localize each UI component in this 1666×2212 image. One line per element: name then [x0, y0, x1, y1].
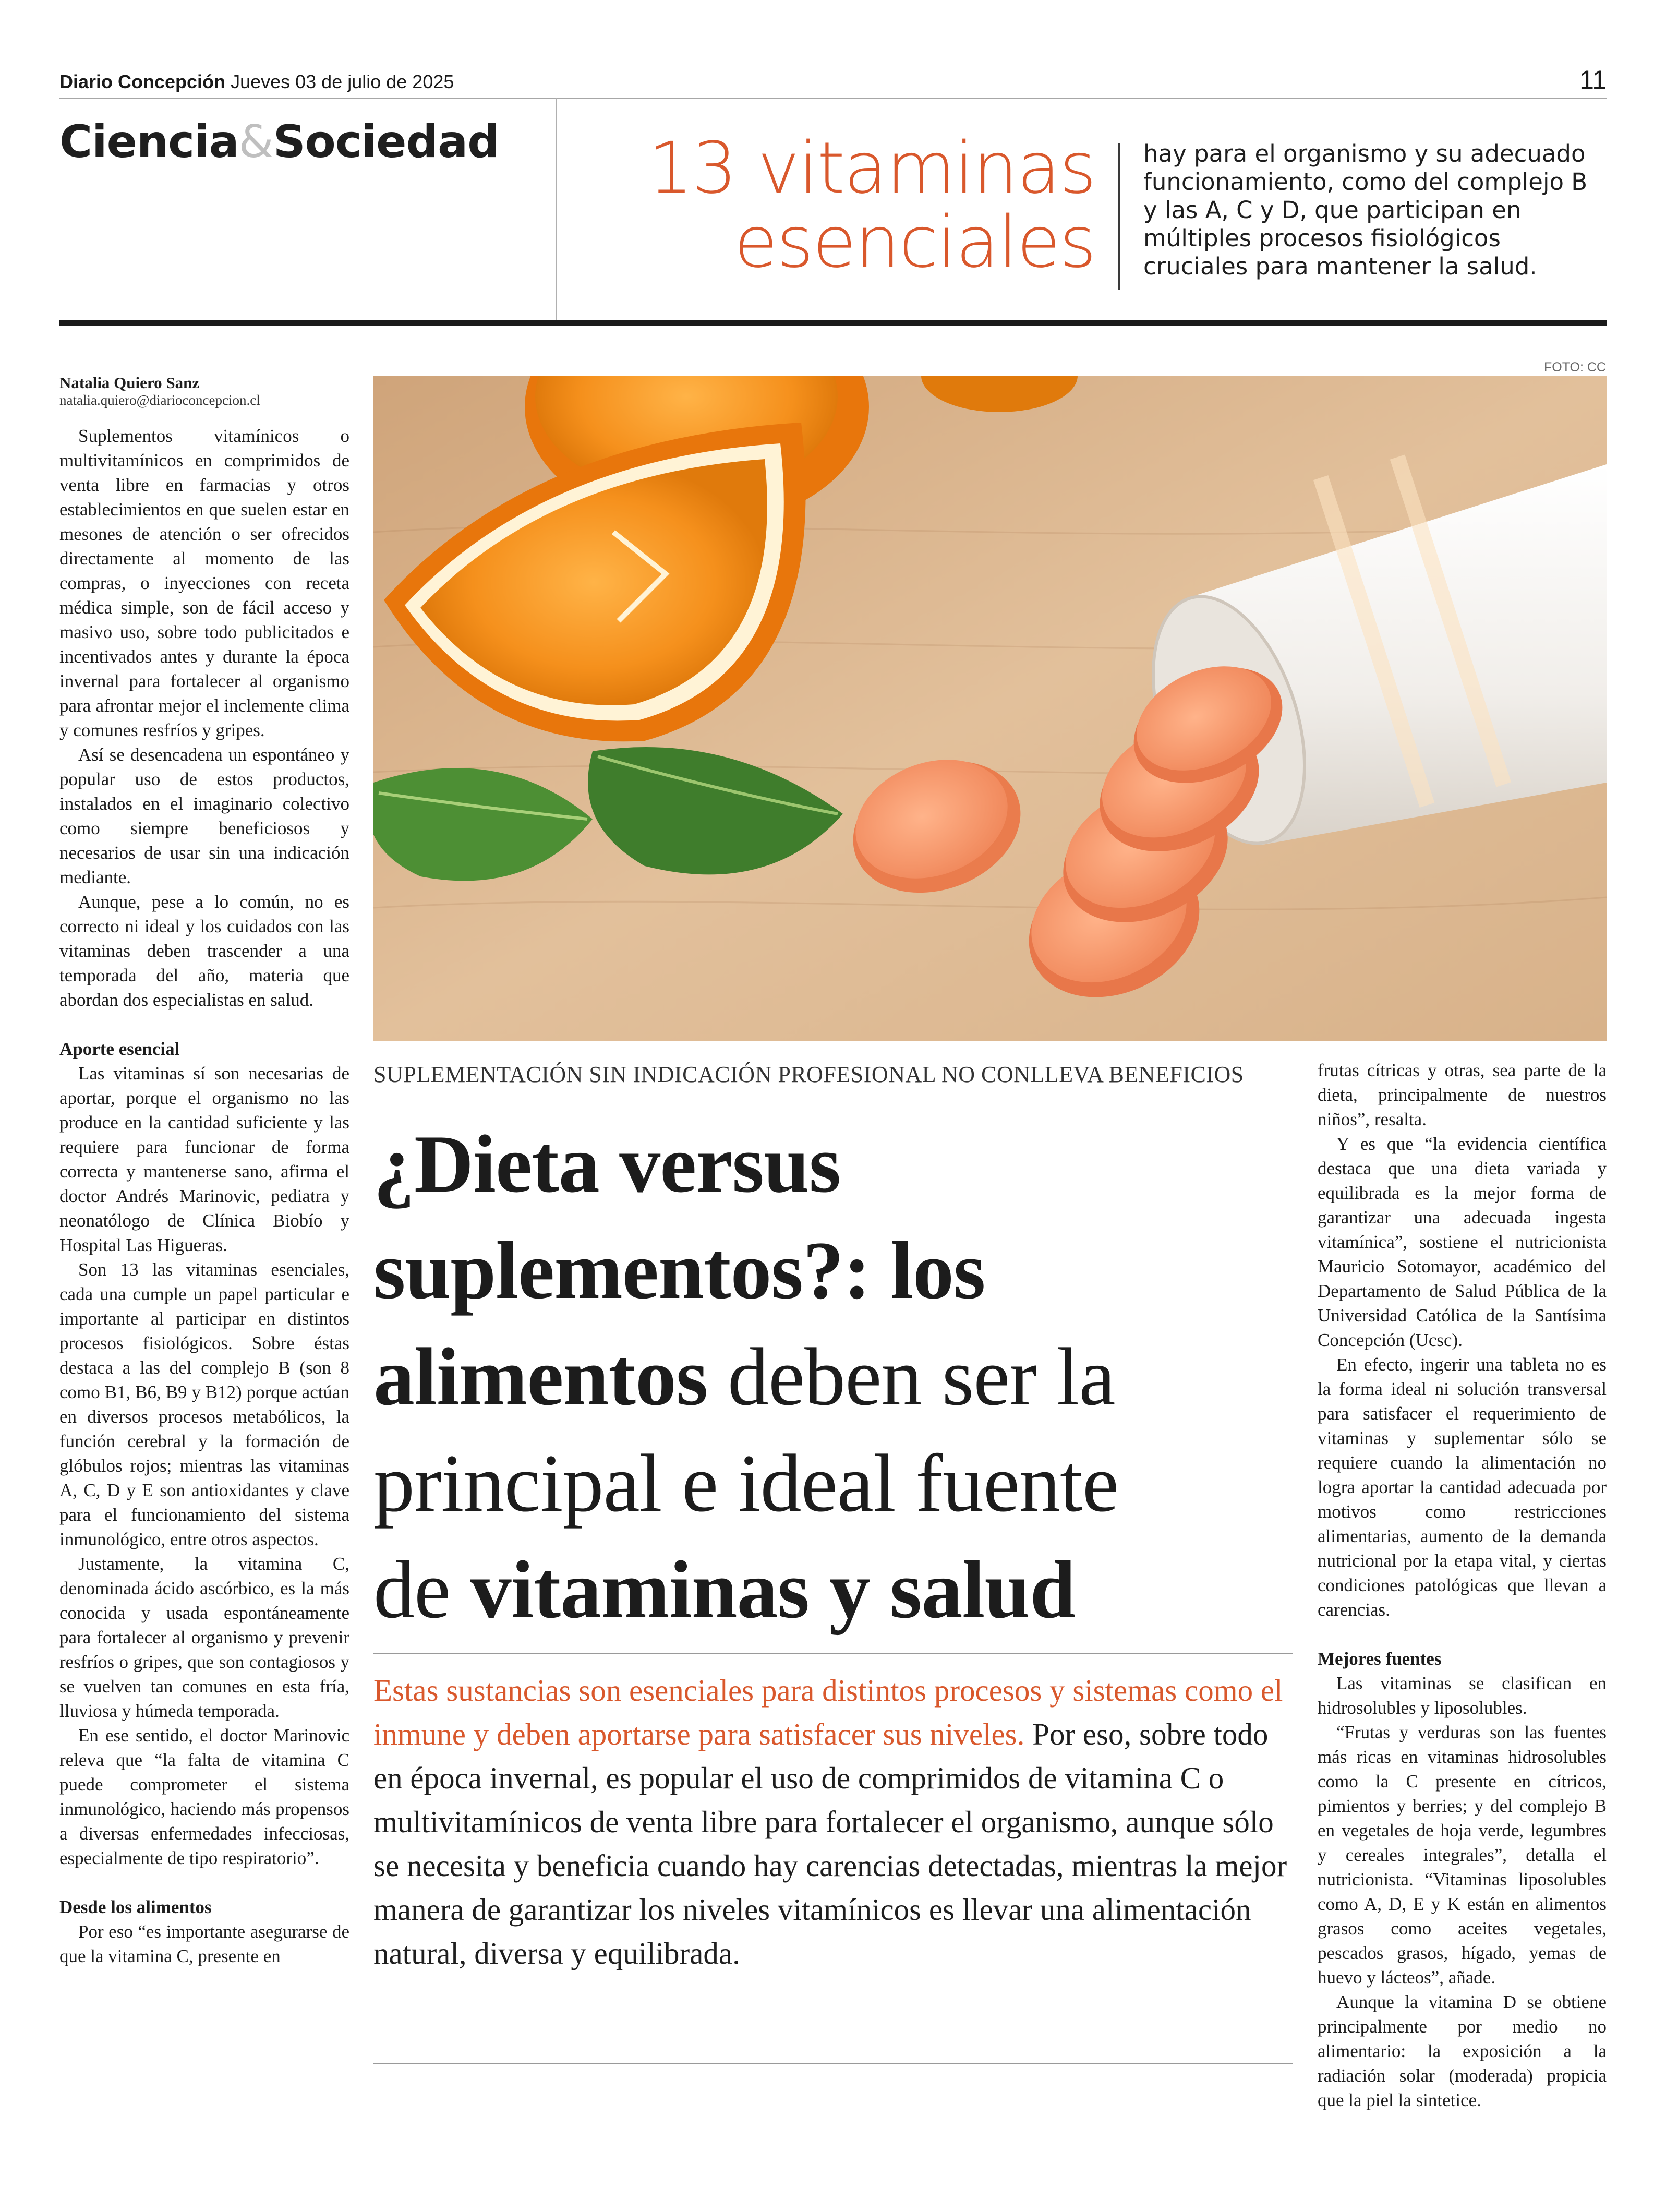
paragraph-spacer — [1318, 1622, 1607, 1646]
body-paragraph: Así se desencadena un espontáneo y popular uso de estos productos, instalados en el imaginario colectivo como siempre beneficiosos y necesarios de usar sin una indicación mediante. — [59, 744, 349, 887]
body-paragraph: En efecto, ingerir una tableta no es la forma ideal ni solución transversal para satisfacer el requerimiento de vitaminas y suplementar sólo se requiere cuando la alimentación no logra aportar la cantidad adecuada por motivos como restricciones alimentarias, aumento de la demanda nutricional por la etapa vital, y ciertas condiciones patológicas que llevan a carencias. — [1318, 1354, 1607, 1620]
body-paragraph: Y es que “la evidencia científica destaca que una dieta variada y equilibrada es la mejor forma de garantizar una adecuada ingesta vitamínica”, sostiene el nutricionista Mauricio Sotomayor, académico del Departamento de Salud Pública de la Universidad Católica de la Santísima Concepción (Ucsc). — [1318, 1134, 1607, 1350]
byline — [59, 374, 352, 408]
subheading: Aporte esencial — [59, 1039, 180, 1059]
header-rule — [59, 320, 1607, 326]
subheading: Desde los alimentos — [59, 1897, 212, 1917]
body-paragraph: Las vitaminas sí son necesarias de aportar, porque el organismo no las produce en la cantidad suficiente y las requiere para funcionar de forma correcta y mantenerse sano, afirma el doctor Andrés Marinovic, pediatra y neonatólogo de Clínica Biobío y Hospital Las Higueras. — [59, 1063, 349, 1255]
teaser-title — [574, 127, 1095, 284]
section-title-part1: Ciencia — [59, 116, 239, 168]
teaser-title-line2: esenciales — [734, 201, 1095, 284]
lead-rule-top — [373, 1653, 1293, 1654]
body-paragraph: frutas cítricas y otras, sea parte de la dieta, principalmente de nuestros niños”, resalta. — [1318, 1060, 1607, 1129]
headline-regular: deben ser la — [707, 1331, 1115, 1423]
lead-body: Por eso, sobre todo en época invernal, es popular el uso de comprimidos de vitamina C o multivitamínicos de venta libre para fortalecer el organismo, aunque sólo se necesita y beneficia cuando hay carencias detectadas, mientras la mejor manera de garantizar los niveles vitamínicos es llevar una alimentación natural, diversa y equilibrada. — [373, 1717, 1287, 1970]
headline — [373, 1111, 1302, 1643]
body-paragraph: Aunque la vitamina D se obtiene principalmente por medio no alimentario: la exposición a la radiación solar (moderada) propicia que la piel la sintetice. — [1318, 1992, 1607, 2110]
author-name: Natalia Quiero Sanz — [59, 374, 200, 392]
headline-line — [373, 1537, 1302, 1643]
teaser-title-line1: 13 vitaminas — [648, 127, 1095, 210]
photo-credit: FOTO: CC — [1544, 360, 1606, 375]
publication-line — [59, 71, 454, 93]
body-paragraph: Las vitaminas se clasifican en hidrosolubles y liposolubles. — [1318, 1673, 1607, 1718]
orange-and-tablets-illustration — [373, 376, 1607, 1041]
section-title-part2: Sociedad — [273, 116, 499, 168]
body-paragraph: “Frutas y verduras son las fuentes más ricas en vitaminas hidrosolubles como la C presente en cítricos, pimientos y berries; y del complejo B en vegetales de hoja verde, legumbres y cereales integrales”, detalla el nutricionista. “Vitaminas liposolubles como A, D, E y K están en alimentos grasos como aceites vegetales, pescados grasos, hígado, yemas de huevo y lácteos”, añade. — [1318, 1722, 1607, 1988]
paragraph-spacer — [59, 1012, 349, 1037]
body-paragraph: Aunque, pese a lo común, no es correcto ni ideal y los cuidados con las vitaminas deben trascender a una temporada del año, materia que abordan dos especialistas en salud. — [59, 892, 349, 1010]
author-email: natalia.quiero@diarioconcepcion.cl — [59, 392, 260, 408]
header-divider — [556, 98, 557, 321]
lead-highlight: Estas sustancias son esenciales para distintos procesos y sistemas como el inmune y deben aportarse para satisfacer sus niveles. — [373, 1673, 1283, 1751]
article-column-right — [1318, 1058, 1607, 2112]
body-paragraph: Son 13 las vitaminas esenciales, cada una cumple un papel particular e importante al participar en distintos procesos fisiológicos. Sobre éstas destaca a las del complejo B (son 8 como B1, B6, B9 y B12) porque actúan en diversos procesos metabólicos, la función cerebral y la formación de glóbulos rojos; mientras las vitaminas A, C, D y E son antioxidantes y clave para el funcionamiento del sistema inmunológico, entre otros aspectos. — [59, 1259, 349, 1549]
body-paragraph: Suplementos vitamínicos o multivitamínicos en comprimidos de venta libre en farmacias y otros establecimientos en que suelen estar en mesones de atención o ser ofrecidos directamente al momento de las compras, o inyecciones con receta médica simple, son de fácil acceso y masivo uso, sobre todo publicitados e incentivados antes y durante la época invernal para fortalecer al organismo para afrontar mejor el inclemente clima y comunes resfríos y gripes. — [59, 426, 349, 740]
headline-bold: alimentos — [373, 1331, 708, 1423]
article-column-left — [59, 424, 349, 1968]
body-paragraph: En ese sentido, el doctor Marinovic releva que “la falta de vitamina C puede comprometer el sistema inmunológico, haciendo más propensos a diversas enfermedades infecciosas, especialmente de tipo respiratorio”. — [59, 1725, 349, 1868]
headline-regular: de — [373, 1544, 470, 1636]
paragraph-spacer — [59, 1870, 349, 1895]
kicker: SUPLEMENTACIÓN SIN INDICACIÓN PROFESIONAL NO CONLLEVA BENEFICIOS — [373, 1062, 1244, 1087]
headline-line — [373, 1324, 1302, 1430]
publication-date: Jueves 03 de julio de 2025 — [231, 71, 454, 92]
teaser-divider — [1118, 143, 1120, 290]
body-paragraph: Justamente, la vitamina C, denominada ácido ascórbico, es la más conocida y usada espontáneamente para fortalecer al organismo y prevenir resfríos o gripes, que son contagiosos y se vuelven tan comunes en esta fría, lluviosa y húmeda temporada. — [59, 1554, 349, 1721]
headline-bold: vitaminas y salud — [470, 1544, 1076, 1636]
page-top-bar — [59, 65, 1607, 99]
teaser-text: hay para el organismo y su adecuado funcionamiento, como del complejo B y las A, C y D, que participan en múltiples procesos fisiológicos cruciales para mantener la salud. — [1143, 140, 1588, 280]
subheading: Mejores fuentes — [1318, 1649, 1442, 1669]
headline-line — [373, 1218, 1302, 1324]
lead-rule-bottom — [373, 2063, 1293, 2064]
headline-line: principal e ideal fuente — [373, 1438, 1119, 1529]
headline-bold: ¿Dieta versus — [373, 1119, 841, 1210]
headline-line — [373, 1111, 1302, 1218]
body-paragraph: Por eso “es importante asegurarse de que la vitamina C, presente en — [59, 1921, 349, 1966]
article-photo — [373, 376, 1607, 1041]
lead-paragraph — [373, 1668, 1293, 1975]
headline-bold: suplementos?: los — [373, 1225, 985, 1316]
section-title — [59, 116, 499, 168]
page-number: 11 — [1579, 65, 1607, 94]
section-title-ampersand: & — [238, 116, 273, 168]
publication-name: Diario Concepción — [59, 71, 226, 92]
